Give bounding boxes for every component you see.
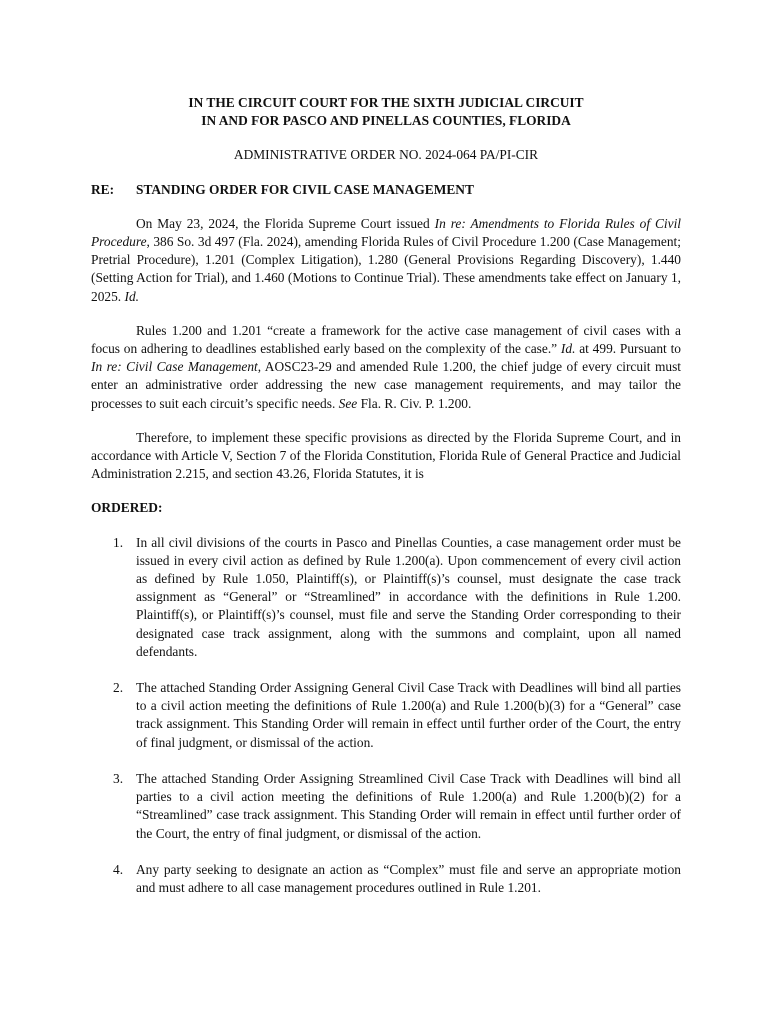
para2-see: See [338,395,358,411]
para2-case-citation: In re: Civil Case Management [91,359,258,375]
list-item [91,534,681,661]
para1-case-citation: In re: Amendments to Florida Rules of Civil Procedure [91,215,682,250]
para2-text-e: , AOSC23-29 and amended Rule 1.200, the chief judge of every circuit must enter an administrative order addressing the new case management requirements, and may tailor the processes to suit each circuit’s specific needs. [91,359,681,411]
item-text: The attached Standing Order Assigning General Civil Case Track with Deadlines will bind all parties to a civil action meeting the definitions of Rule 1.200(a) and Rule 1.200(b)(3) for a “General” case track assignment. This Standing Order will remain in effect until further order of the Court, the entry of final judgment, or dismissal of the action. [136,680,681,750]
para2-text-a: Rules 1.200 and 1.201 “create a framework for the active case management of civil cases with a focus on adhering to deadlines established early based on the complexity of the case.” [91,322,681,357]
item-number: 4. [113,861,124,877]
paragraph-1 [91,215,681,306]
item-number: 3. [113,770,124,786]
para2-text-g: Fla. R. Civ. P. 1.200. [357,395,472,411]
item-text: In all civil divisions of the courts in Pasco and Pinellas Counties, a case management order must be issued in every civil action as defined by Rule 1.200(a). Upon commencement of every civil action as defined by Rule 1.050, Plaintiff(s), or Plaintiff(s)’s counsel, must designate the case track assignment as “General” or “Streamlined” in accordance with the definitions in Rule 1.200. Plaintiff(s), or Plaintiff(s)’s counsel, must file and serve the Standing Order corresponding to their designated case track assignment, along with the summons and complaint, upon all named defendants. [136,534,681,659]
re-label: RE: [91,181,115,197]
paragraph-2 [91,322,681,413]
list-item [91,770,681,843]
item-number: 2. [113,680,124,696]
list-item [91,861,681,897]
item-number: 1. [113,534,124,550]
re-line [91,181,681,199]
ordered-list [91,534,681,897]
para1-id: Id. [124,288,139,304]
list-item [91,679,681,752]
para1-text-a: On May 23, 2024, the Florida Supreme Court issued [136,215,435,231]
para2-text-c: at 499. Pursuant to [575,341,681,357]
para2-id: Id. [560,341,576,357]
court-caption [91,94,681,130]
order-number: ADMINISTRATIVE ORDER NO. 2024-064 PA/PI-CIR [233,147,539,163]
re-subject: STANDING ORDER FOR CIVIL CASE MANAGEMENT [136,181,474,197]
para1-text-c: , 386 So. 3d 497 (Fla. 2024), amending Florida Rules of Civil Procedure 1.200 (Case Management; Pretrial Procedure), 1.201 (Complex Litigation), 1.280 (General Provisions Regarding Discovery), 1.440 (Setting Action for Trial), and 1.460 (Motions to Continue Trial). These amendments take effect on January 1, 2025. [91,234,681,304]
paragraph-3: Therefore, to implement these specific provisions as directed by the Florida Supreme Court, and in accordance with Article V, Section 7 of the Florida Constitution, Florida Rule of General Practice and Judicial Administration 2.215, and section 43.26, Florida Statutes, it is [91,429,681,482]
item-text: The attached Standing Order Assigning Streamlined Civil Case Track with Deadlines will bind all parties to a civil action meeting the definitions of Rule 1.200(a) and Rule 1.200(b)(2) for a “Streamlined” case track assignment. This Standing Order will remain in effect until further order of the Court, the entry of final judgment, or dismissal of the action. [136,770,681,841]
caption-line-1: IN THE CIRCUIT COURT FOR THE SIXTH JUDICIAL CIRCUIT [188,95,584,110]
document-page [91,94,681,915]
item-text: Any party seeking to designate an action as “Complex” must file and serve an appropriate motion and must adhere to all case management procedures outlined in Rule 1.201. [136,861,681,895]
ordered-heading: ORDERED: [91,500,163,516]
caption-line-2: IN AND FOR PASCO AND PINELLAS COUNTIES, FLORIDA [201,113,571,129]
